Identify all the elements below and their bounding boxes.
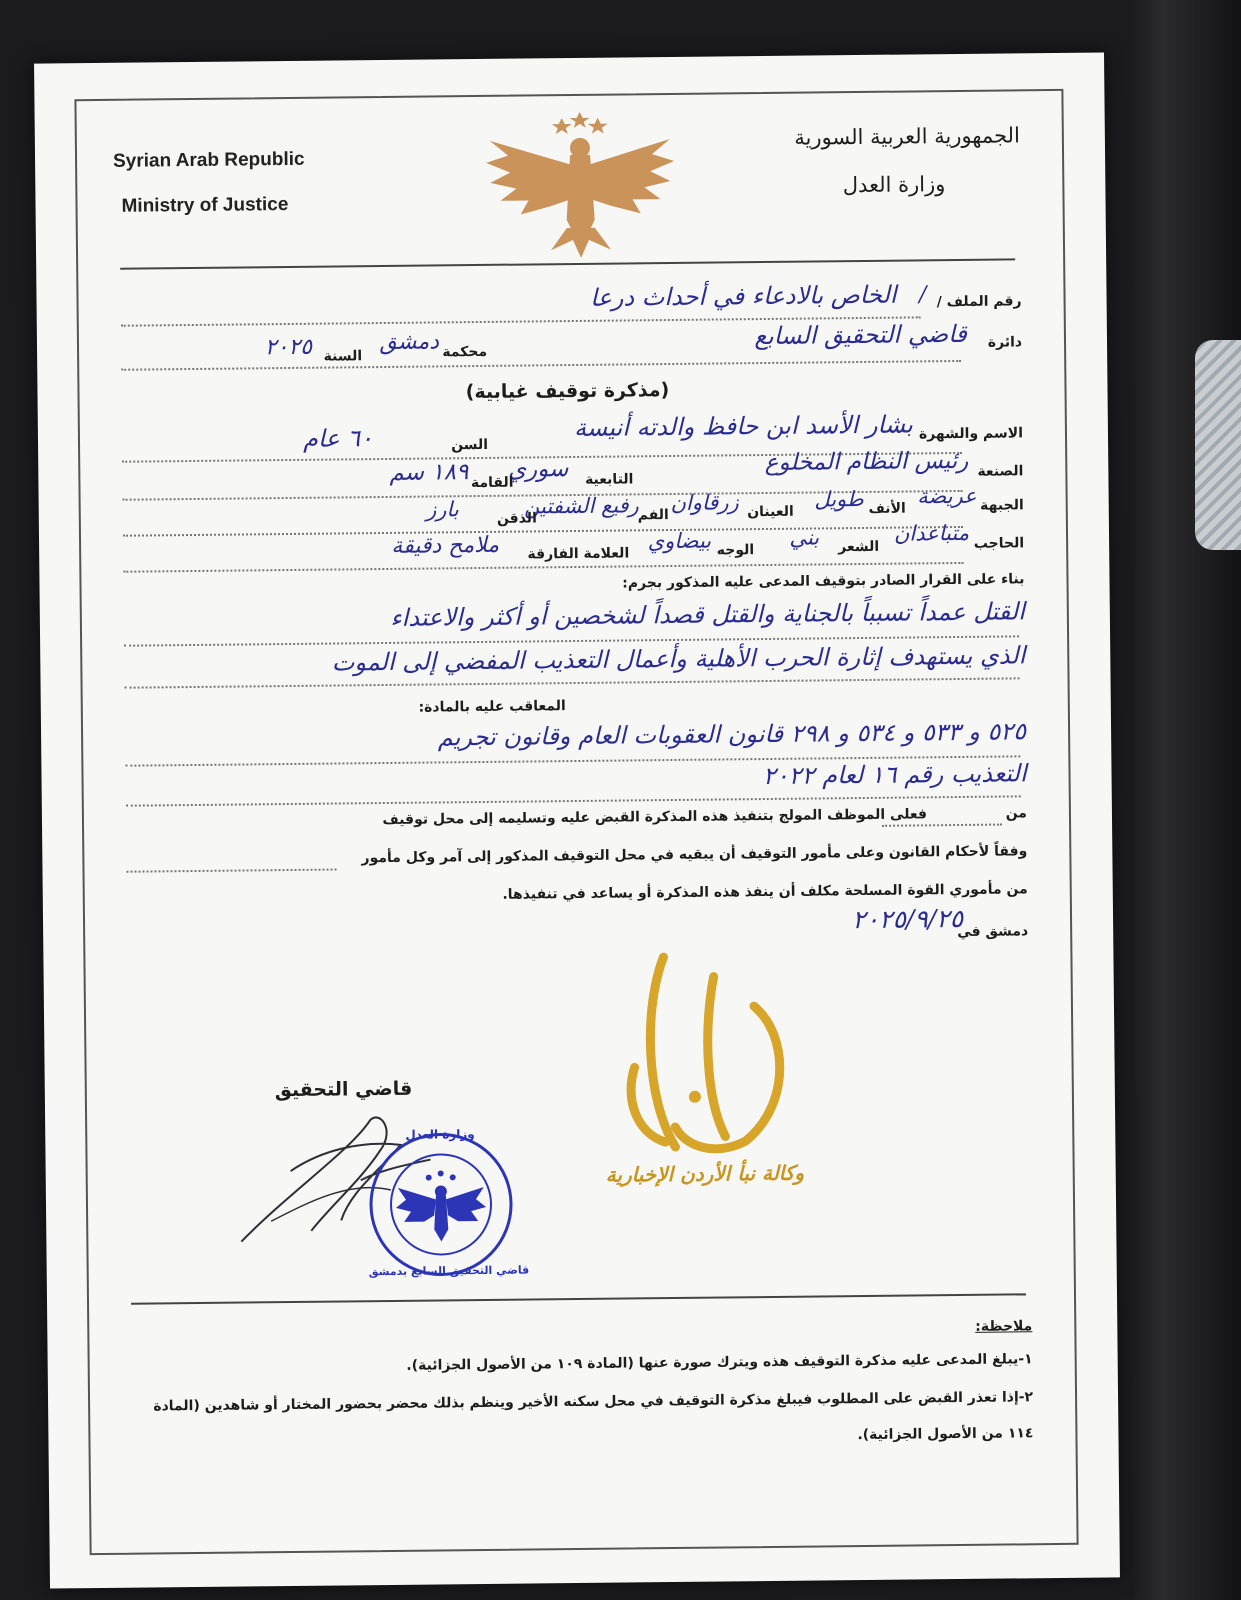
- header-ministry-en: Ministry of Justice: [121, 193, 289, 217]
- stamp-top-text: وزارة العدل: [405, 1127, 475, 1142]
- face-value: بيضاوي: [647, 528, 712, 554]
- mark-value: ملامح دقيقة: [391, 532, 500, 559]
- order-from-label: من: [1005, 805, 1028, 822]
- court-value: دمشق: [379, 329, 440, 356]
- name-label: الاسم والشهرة: [918, 425, 1024, 443]
- forehead-label: الجبهة: [980, 497, 1024, 514]
- judge-label: قاضي التحقيق: [274, 1077, 413, 1102]
- note-2b: ١١٤ من الأصول الجزائية).: [857, 1425, 1034, 1444]
- year-label: السنة: [323, 348, 363, 365]
- decision-label: بناء على القرار الصادر بتوقيف المدعى عليه المذكور بجرم:: [622, 571, 1025, 592]
- nose-value: طويل: [814, 486, 864, 512]
- article-label: المعاقب عليه بالمادة:: [418, 698, 566, 716]
- file-number-value: الخاص بالادعاء في أحداث درعا: [590, 280, 897, 312]
- article-line-2: التعذيب رقم ١٦ لعام ٢٠٢٢: [762, 759, 1027, 791]
- job-label: الصنعة: [977, 463, 1024, 480]
- forehead-value: عريضة: [917, 483, 977, 509]
- brow-value: متباعدان: [893, 520, 970, 546]
- mouth-value: رفيع الشفتين: [523, 493, 639, 519]
- brow-label: الحاجب: [973, 535, 1025, 552]
- order-line-1: فعلى الموظف المولج بتنفيذ هذه المذكرة القبض عليه وتسليمه إلى محل توقيف: [382, 806, 928, 829]
- binder-edge: [1130, 0, 1241, 1600]
- eyes-value: زرقاوان: [670, 490, 739, 516]
- binder-clip: [1195, 340, 1241, 550]
- date-value: ٢٠٢٥/٩/٢٥: [852, 903, 964, 935]
- crime-line-1: القتل عمداً تسبباً بالجناية والقتل قصداً لشخصين أو أكثر والاعتداء: [390, 597, 1025, 632]
- header-ministry-ar: وزارة العدل: [842, 172, 946, 198]
- file-number-label: رقم الملف /: [936, 293, 1022, 311]
- department-label: دائرة: [987, 334, 1023, 351]
- chin-value: بارز: [426, 497, 459, 522]
- mouth-label: الفم: [637, 507, 669, 524]
- name-value: بشار الأسد ابن حافظ والدته أنيسة: [573, 410, 914, 443]
- age-value: ٦٠ عام: [302, 424, 374, 453]
- height-label: القامة: [470, 474, 514, 492]
- order-line-3: من مأموري القوة المسلحة مكلف أن ينفذ هذه المذكرة أو يساعد في تنفيذها.: [502, 881, 1028, 903]
- eyes-label: العينان: [747, 503, 794, 521]
- department-value: قاضي التحقيق السابع: [754, 319, 968, 351]
- job-value: رئيس النظام المخلوع: [764, 447, 969, 477]
- note-1: ١-يبلغ المدعى عليه مذكرة التوقيف هذه ويترك صورة عنها (المادة ١٠٩ من الأصول الجزائية).: [406, 1351, 1033, 1374]
- nose-label: الأنف: [868, 500, 906, 517]
- document-title: (مذكرة توقيف غيابية): [465, 379, 670, 404]
- mark-label: العلامة الفارقة: [527, 545, 630, 563]
- crime-line-2: الذي يستهدف إثارة الحرب الأهلية وأعمال التعذيب المفضي إلى الموت: [331, 641, 1026, 677]
- nationality-value: سوري: [507, 456, 569, 483]
- year-value: ٢٠٢٥: [264, 334, 313, 361]
- header-country-ar: الجمهورية العربية السورية: [794, 123, 1020, 150]
- hair-label: الشعر: [838, 538, 880, 556]
- official-stamp-icon: [365, 1129, 517, 1281]
- arrest-warrant-document: [34, 52, 1120, 1588]
- date-label: دمشق في: [957, 923, 1029, 941]
- file-number-slash: /: [918, 282, 927, 308]
- stamp-bottom-text: قاضي التحقيق السابع بدمشق: [368, 1263, 530, 1279]
- eagle-emblem-icon: [480, 109, 682, 261]
- chin-label: الذقن: [496, 510, 537, 527]
- order-line-2: وفقاً لأحكام القانون وعلى مأمور التوقيف أن يبقيه في محل التوقيف المذكور إلى آمر وكل مأمور: [361, 843, 1028, 867]
- face-label: الوجه: [716, 542, 755, 559]
- header-country-en: Syrian Arab Republic: [112, 148, 305, 172]
- hair-value: بني: [789, 525, 820, 550]
- watermark-caption: وكالة نبأ الأردن الإخبارية: [605, 1160, 805, 1187]
- court-label: محكمة: [442, 343, 488, 361]
- age-label: السن: [451, 436, 489, 454]
- height-value: ١٨٩ سم: [389, 459, 469, 486]
- nationality-label: التابعية: [584, 471, 634, 488]
- notes-title: ملاحظة:: [975, 1318, 1033, 1335]
- article-line-1: ٥٢٥ و ٥٣٣ و ٥٣٤ و ٢٩٨ قانون العقوبات العام وقانون تجريم: [437, 717, 1027, 752]
- note-2a: ٢-إذا تعذر القبض على المطلوب فيبلغ مذكرة التوقيف في محل سكنه الأخير وينظم بذلك محضر بحضور المختار أو شاهدين (المادة: [153, 1389, 1034, 1415]
